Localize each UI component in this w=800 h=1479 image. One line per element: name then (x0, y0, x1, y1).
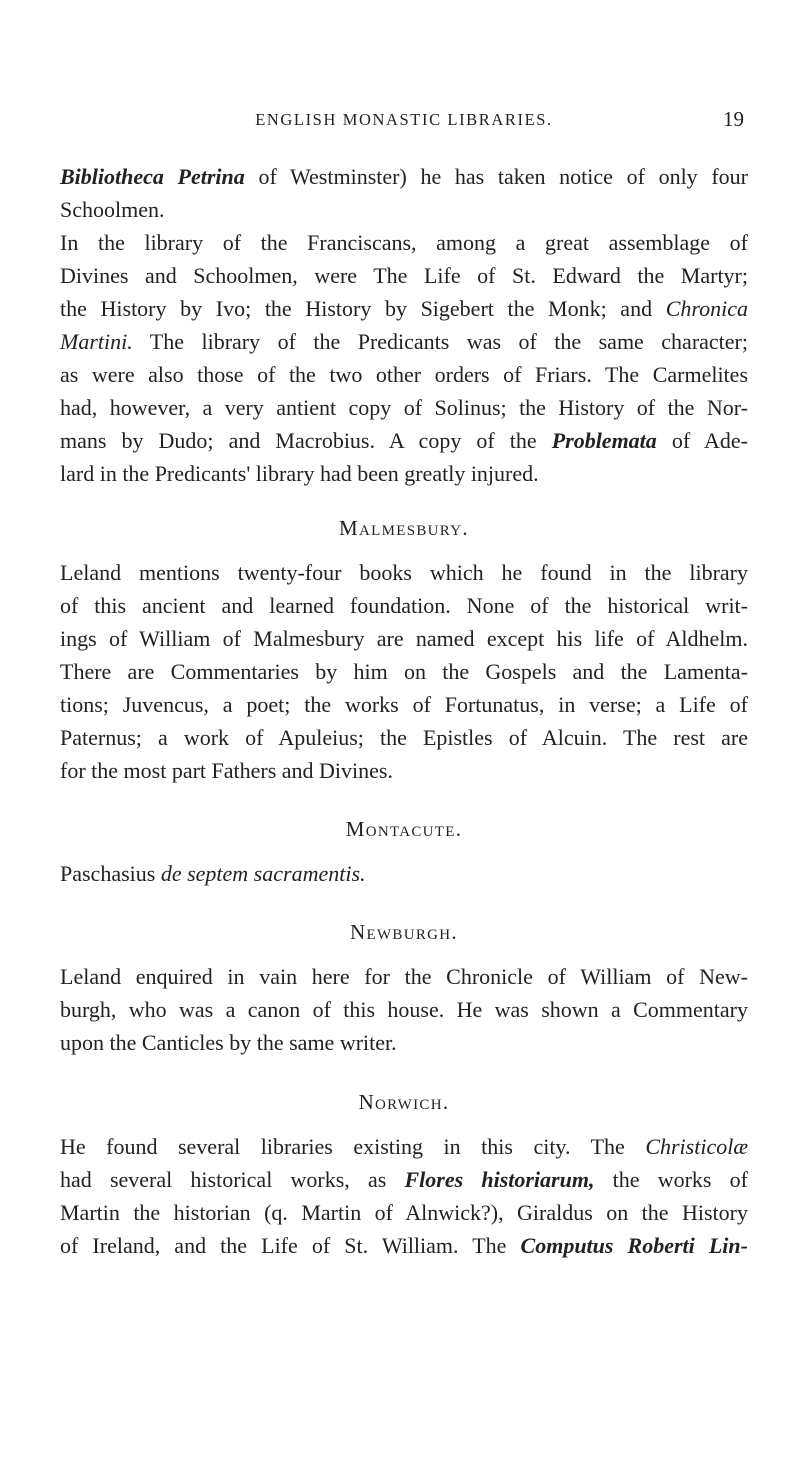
italic-title: Chronica (665, 296, 748, 321)
text-run: of Ade- (656, 428, 748, 453)
text-line (60, 292, 748, 325)
section-heading-montacute: Montacute. (345, 817, 463, 841)
text-line: There are Commentaries by him on the Gospels and the Lamenta- (60, 659, 748, 684)
italic-title: Computus Roberti Lin- (520, 1233, 748, 1258)
malmesbury-paragraph (60, 556, 748, 787)
text-line: upon the Canticles by the same writer. (60, 1030, 397, 1055)
text-line (60, 325, 748, 358)
text-run: of Westminster) he has taken notice of only four (244, 164, 748, 189)
text-line: In the library of the Franciscans, among a great assemblage of (60, 230, 748, 255)
intro-paragraph (60, 160, 748, 226)
text-line: ings of William of Malmesbury are named except his life of Aldhelm. (60, 626, 748, 651)
text-line (60, 1163, 748, 1196)
franciscans-paragraph (60, 226, 748, 490)
italic-title: de septem sacramentis. (160, 861, 366, 886)
text-line: for the most part Fathers and Divines. (60, 758, 393, 783)
running-title: ENGLISH MONASTIC LIBRARIES. (255, 110, 553, 129)
italic-title: Bibliotheca Petrina (60, 164, 245, 189)
italic-title: Problemata (551, 428, 657, 453)
italic-title: Flores historiarum, (404, 1167, 595, 1192)
text-line: had, however, a very antient copy of Solinus; the History of the Nor- (60, 395, 748, 420)
italic-title: Christicolæ (645, 1134, 748, 1159)
text-line (60, 1229, 748, 1262)
section-heading-norwich: Norwich. (358, 1090, 450, 1114)
text-line: Martin the historian (q. Martin of Alnwick?), Giraldus on the History (60, 1200, 748, 1225)
book-page (0, 107, 800, 1479)
text-line: lard in the Predicants' library had been greatly injured. (60, 461, 539, 486)
text-line: Leland enquired in vain here for the Chronicle of William of New- (60, 964, 748, 989)
text-line: as were also those of the two other orders of Friars. The Carmelites (60, 362, 748, 387)
section-heading-malmesbury: Malmesbury. (339, 516, 469, 540)
text-run: mans by Dudo; and Macrobius. A copy of the (60, 428, 552, 453)
text-line: Schoolmen. (60, 197, 165, 222)
text-line (60, 160, 748, 193)
text-line: Leland mentions twenty-four books which he found in the library (60, 560, 748, 585)
text-line (60, 1130, 748, 1163)
text-line: Paternus; a work of Apuleius; the Epistles of Alcuin. The rest are (60, 725, 748, 750)
text-line: of this ancient and learned foundation. None of the historical writ- (60, 593, 748, 618)
body-text (60, 160, 748, 1262)
text-line: burgh, who was a canon of this house. He was shown a Commentary (60, 997, 748, 1022)
text-run: He found several libraries existing in this city. The (60, 1134, 646, 1159)
text-run: had several historical works, as (60, 1167, 405, 1192)
text-run: The library of the Predicants was of the same character; (132, 329, 748, 354)
italic-title: Martini. (60, 329, 133, 354)
newburgh-paragraph (60, 960, 748, 1059)
text-run: the History by Ivo; the History by Sigebert the Monk; and (60, 296, 666, 321)
text-run: the works of (594, 1167, 748, 1192)
montacute-paragraph (60, 857, 748, 890)
text-run: Paschasius (60, 861, 161, 886)
text-run: of Ireland, and the Life of St. William. The (60, 1233, 521, 1258)
section-heading-newburgh: Newburgh. (350, 920, 458, 944)
text-line: tions; Juvencus, a poet; the works of Fortunatus, in verse; a Life of (60, 692, 748, 717)
norwich-paragraph (60, 1130, 748, 1262)
text-line (60, 857, 748, 890)
text-line: Divines and Schoolmen, were The Life of St. Edward the Martyr; (60, 263, 748, 288)
page-number: 19 (723, 107, 744, 131)
running-head (60, 107, 748, 134)
text-line (60, 424, 748, 457)
